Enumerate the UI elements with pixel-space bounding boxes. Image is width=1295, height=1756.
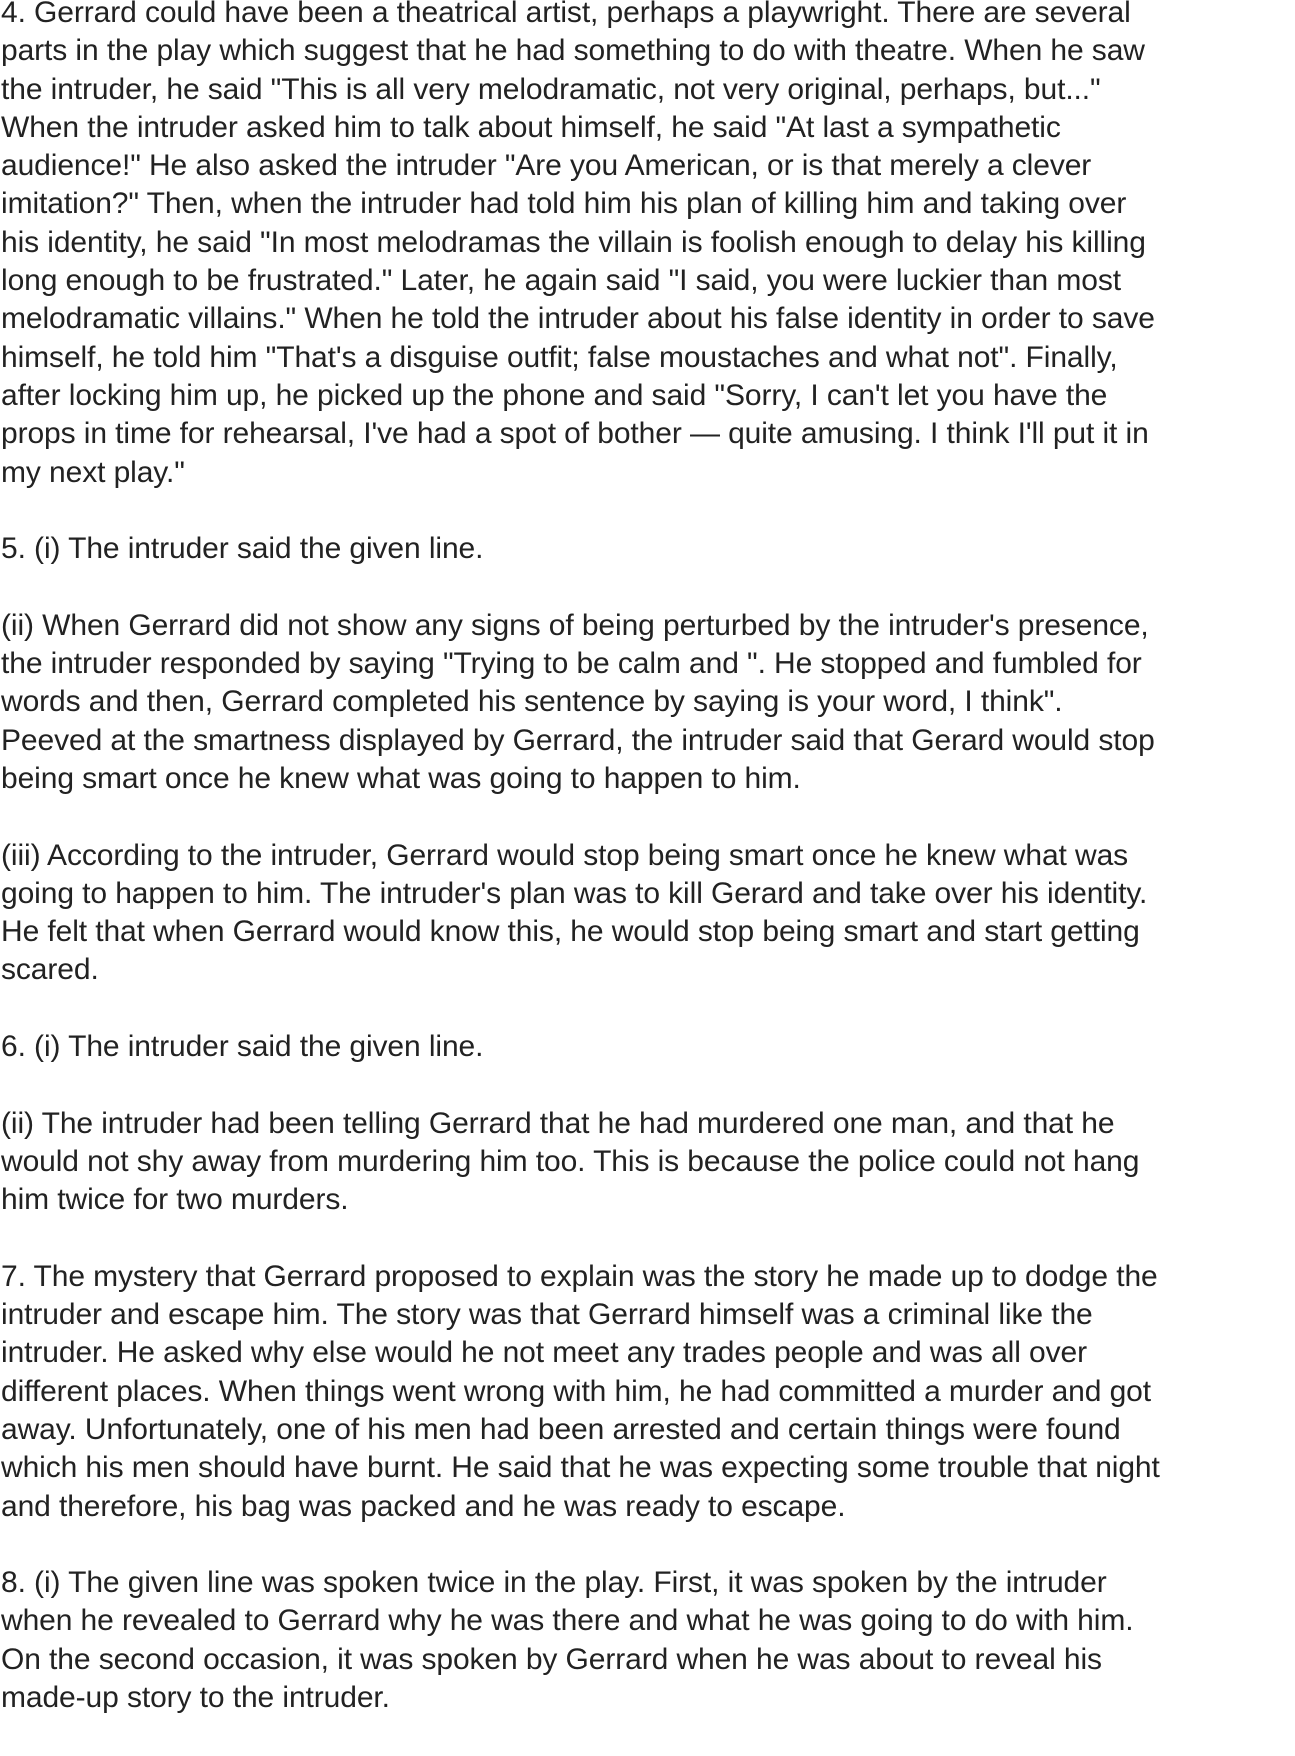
text-line: 5. (i) The intruder said the given line. bbox=[1, 532, 484, 566]
text-line: him twice for two murders. bbox=[1, 1183, 349, 1217]
text-line: intruder. He asked why else would he not meet any trades people and was all over bbox=[1, 1336, 1087, 1370]
paragraph bbox=[1, 1564, 1293, 1717]
paragraph bbox=[1, 837, 1293, 990]
paragraph bbox=[1, 530, 1293, 568]
text-line: (iii) According to the intruder, Gerrard would stop being smart once he knew what was bbox=[1, 838, 1129, 872]
text-line: going to happen to him. The intruder's plan was to kill Gerard and take over his identity. bbox=[1, 876, 1148, 910]
text-line: When the intruder asked him to talk about himself, he said "At last a sympathetic bbox=[1, 110, 1061, 144]
paragraph bbox=[1, 1028, 1293, 1066]
text-line: different places. When things went wrong with him, he had committed a murder and got bbox=[1, 1374, 1151, 1408]
paragraph bbox=[1, 607, 1293, 798]
text-line: his identity, he said "In most melodramas the villain is foolish enough to delay his killing bbox=[1, 225, 1146, 259]
text-line: 8. (i) The given line was spoken twice in the play. First, it was spoken by the intruder bbox=[1, 1566, 1107, 1600]
text-line: the intruder, he said "This is all very melodramatic, not very original, perhaps, but..." bbox=[1, 72, 1101, 106]
text-line: words and then, Gerrard completed his sentence by saying is your word, I think". bbox=[1, 685, 1063, 719]
text-line: intruder and escape him. The story was that Gerrard himself was a criminal like the bbox=[1, 1298, 1093, 1332]
paragraph bbox=[1, 1258, 1293, 1526]
text-line: (ii) The intruder had been telling Gerrard that he had murdered one man, and that he bbox=[1, 1106, 1115, 1140]
text-line: (ii) When Gerrard did not show any signs of being perturbed by the intruder's presence, bbox=[1, 608, 1149, 642]
text-line: props in time for rehearsal, I've had a spot of bother — quite amusing. I think I'll put it in bbox=[1, 417, 1149, 451]
text-line: scared. bbox=[1, 953, 99, 987]
text-line: Peeved at the smartness displayed by Gerrard, the intruder said that Gerard would stop bbox=[1, 723, 1155, 757]
text-line: would not shy away from murdering him too. This is because the police could not hang bbox=[1, 1144, 1140, 1178]
text-line: when he revealed to Gerrard why he was there and what he was going to do with him. bbox=[1, 1604, 1134, 1638]
text-line: He felt that when Gerrard would know this, he would stop being smart and start getting bbox=[1, 915, 1140, 949]
text-line: after locking him up, he picked up the phone and said "Sorry, I can't let you have the bbox=[1, 378, 1108, 412]
paragraph bbox=[1, 0, 1293, 492]
text-line: 6. (i) The intruder said the given line. bbox=[1, 1030, 484, 1064]
text-line: away. Unfortunately, one of his men had been arrested and certain things were found bbox=[1, 1412, 1121, 1446]
text-line: 4. Gerrard could have been a theatrical artist, perhaps a playwright. There are several bbox=[1, 0, 1131, 29]
paragraph bbox=[1, 1105, 1293, 1220]
text-line: audience!" He also asked the intruder "Are you American, or is that merely a clever bbox=[1, 149, 1092, 183]
text-line: imitation?" Then, when the intruder had told him his plan of killing him and taking over bbox=[1, 187, 1127, 221]
text-line: and therefore, his bag was packed and he was ready to escape. bbox=[1, 1489, 846, 1523]
document-body bbox=[1, 0, 1293, 1756]
text-line: the intruder responded by saying "Trying to be calm and ". He stopped and fumbled for bbox=[1, 647, 1142, 681]
text-line: which his men should have burnt. He said that he was expecting some trouble that night bbox=[1, 1451, 1160, 1485]
text-line: himself, he told him "That's a disguise outfit; false moustaches and what not". Finally, bbox=[1, 340, 1118, 374]
text-line: long enough to be frustrated." Later, he again said "I said, you were luckier than most bbox=[1, 264, 1121, 298]
text-line: my next play." bbox=[1, 455, 185, 489]
text-line: On the second occasion, it was spoken by Gerrard when he was about to reveal his bbox=[1, 1642, 1102, 1676]
text-line: being smart once he knew what was going to happen to him. bbox=[1, 761, 801, 795]
text-line: made-up story to the intruder. bbox=[1, 1681, 390, 1715]
text-line: 7. The mystery that Gerrard proposed to explain was the story he made up to dodge the bbox=[1, 1259, 1158, 1293]
text-line: melodramatic villains." When he told the intruder about his false identity in order to save bbox=[1, 302, 1155, 336]
text-line: parts in the play which suggest that he had something to do with theatre. When he saw bbox=[1, 34, 1145, 68]
